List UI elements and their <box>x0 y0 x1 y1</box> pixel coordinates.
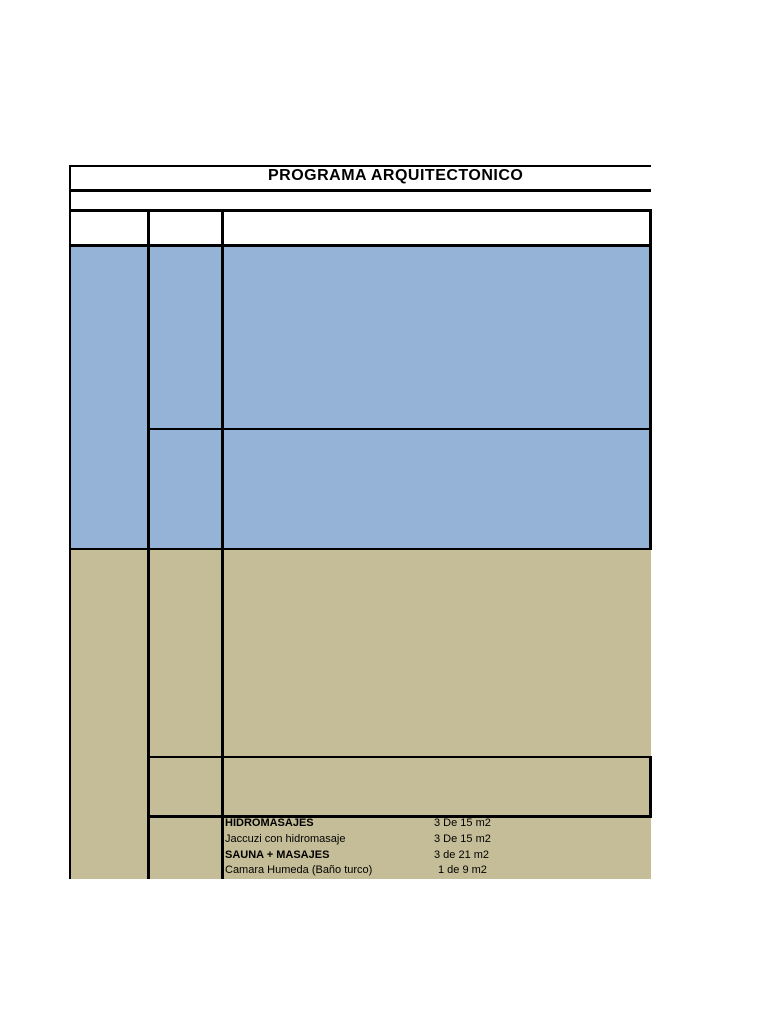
row-qty-sauna: 3 de 21 m2 <box>434 849 490 861</box>
grid-line-right-upper <box>649 209 652 550</box>
row-name-hidromasajes: HIDROMASAJES <box>225 817 314 829</box>
row-qty-jaccuzi: 3 De 15 m2 <box>434 833 491 845</box>
grid-line-right-lower <box>649 756 652 818</box>
grid-line-col-2 <box>221 209 224 879</box>
grid-line-col-1 <box>147 209 150 879</box>
row-qty-camara-humeda: 1 de 9 m2 <box>438 864 487 876</box>
row-name-sauna: SAUNA + MASAJES <box>225 849 330 861</box>
row-name-camara-humeda: Camara Humeda (Baño turco) <box>225 864 373 876</box>
page-title: PROGRAMA ARQUITECTONICO <box>268 167 524 184</box>
blue-section-background <box>70 245 651 549</box>
grid-line-header-top <box>69 209 652 212</box>
grid-line-section-split <box>69 548 652 550</box>
grid-line-under-title <box>69 189 651 192</box>
grid-line-left <box>69 165 71 879</box>
tan-section-background <box>70 549 651 879</box>
row-qty-hidromasajes: 3 De 15 m2 <box>434 817 491 829</box>
grid-line-top <box>69 165 651 167</box>
grid-line-header-bottom <box>69 244 652 247</box>
row-name-jaccuzi: Jaccuzi con hidromasaje <box>225 833 346 845</box>
